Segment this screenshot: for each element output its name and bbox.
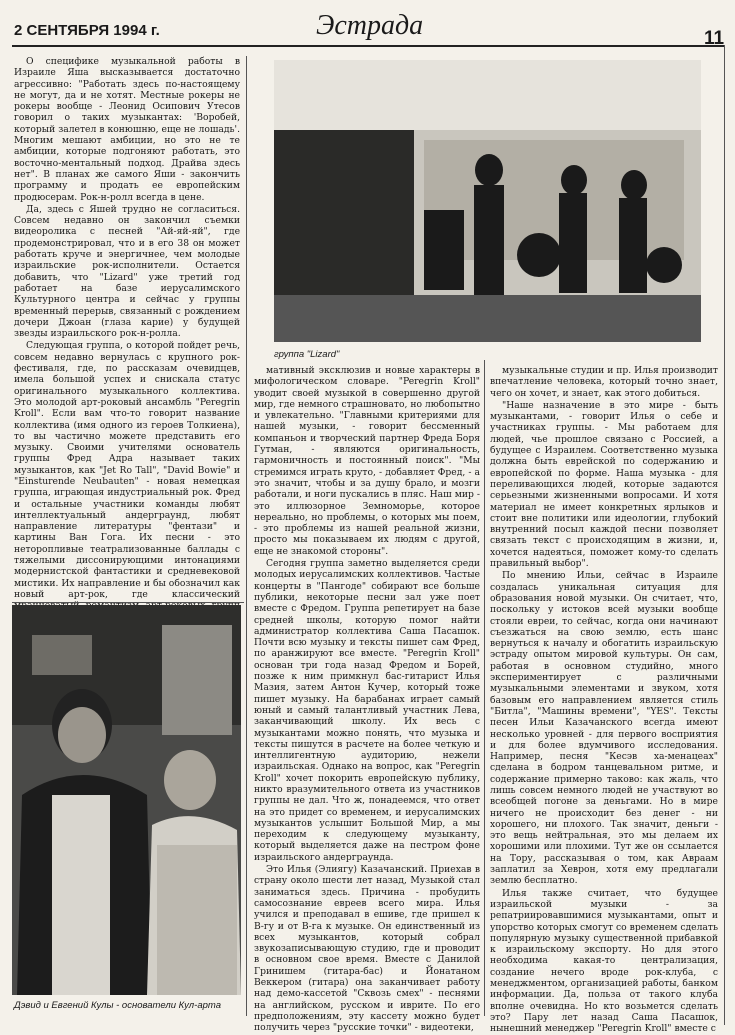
founders-photo [12,605,241,995]
band-photo-caption: группа "Lizard" [274,349,340,360]
paragraph: Сегодня группа заметно выделяется среди молодых иерусалимских коллективов. Частые концерты в "Пангоде" собирают все больше публики, некоторые песни зал уже поет вместе с Фредом. Группа репетирует на базе средней школы, которую помог найти администратор коллектива Саша Пасашок. Почти всю музыку и тексты пишет сам Фред, по аранжируют все вместе. "Peregrin Kroll" основан три года назад Фредом и Борей, позже к ним примкнул бас-гитарист Илья Мазия, затем Антон Кучер, который тоже пишет музыку. На барабанах играет самый юный и самый талантливый участник Лева, заканчивающий школу. Их весь с музыкантами можно понять, что музыка и тексты пишутся в расчете на более четкую и интеллигентную аудиторию, нежели израильская. Однако на вопрос, как "Peregrin Kroll" хочет покорить европейскую публику, никто вразумительного ответа из участников группы не дал. Что ж, понадеемся, что ответ на это придет со временем, и иерусалимских музыкантов услышит Большой Мир, а мы переходим к следующему музыканту, который выделяется даже на пестром фоне израильского андерграунда. [254,558,480,863]
column-divider [484,360,485,1016]
paragraph: мативный эксклюзив и новые характеры в мифологическом словаре. "Peregrin Kroll" уводит своей музыкой в совершенно другой мир, где немного страшновато, но любопытно и увлекательно. "Главными критериями для нашей музыки, - говорит бессменный компаньон и творческий партнер Фреда Боря Гутман, - являются оригинальность, гармоничность и постоянный поиск". "Мы стремимся играть круто, - добавляет Фред, - а это значит, чтобы и за душу брало, и мозги работали, и ноги пускались в пляс. Наш мир - это иллюзорное Земноморье, которое нереально, но проблемы, о которых мы поем, - это проблемы из нашей реальной жизни, просто мы показываем их людям с другой, еще не знакомой стороны". [254,365,480,557]
column-divider [246,56,247,1016]
photo-divider [12,602,244,603]
paragraph: музыкальные студии и пр. Илья производит впечатление человека, который точно знает, чего он хочет, и знает, как этого добиться. [490,365,718,399]
paragraph: Да, здесь с Яшей трудно не согласиться. Совсем недавно он закончил съемки видеоролика с песней "Ай-яй-яй", где продемонстрировал, что и в его 38 он может работать круче и энергичнее, чем молодые израильские рок-исполнители. Остается добавить, что "Lizard" уже третий год работает на базе иерусалимского Культурного центра и сейчас у группы временный перерыв, связанный с рождением дочери Джоан (глаза карие) у будущей звезды израильского рок-н-ролла. [14,203,240,340]
paragraph: Это Илья (Элиягу) Казачанский. Приехав в страну около шести лет назад, Музыкой стал заниматься здесь. Причина - пробудить самосознание евреев всего мира. Илья учился и преподавал в ешиве, где пришел к В-гу и от В-га к музыке. Он единственный из всех музыкантов, который собрал звукозаписывающую студию, где и проводит в основном свое время. Вместе с Данилой Гринишем (гитара-бас) и Йонатаном Веккером (гитара) она заканчивает работу над демо-кассетой "Сквозь смех" - песнями на английском, русском и иврите. По его предположениям, эту кассету можно будет получить через "русские точки" - видеотеки, [254,864,480,1034]
band-photo-image [274,60,701,342]
article-column-2 [254,365,480,1034]
paragraph: Следующая группа, о которой пойдет речь, совсем недавно вернулась с крупного рок-фестиваля, где, по рассказам очевидцев, имела большой успех и снискала статус оригинального музыкального коллектива. Это молодой арт-роковый ансамбль "Peregrin Kroll". Если вам что-то говорит название коллектива (имя одного из героев Толкиена), то вы частично можете представить его музыку. Своими учителями основатель группы Фред Адра называет таких музыкантов, как "Jet Ro Tall", "David Bowie" и "Einsturende Neubauten" - новая немецкая группа, играющая индустриальный рок. Фред и остальные участники команды любят интеллектуальный андерграунд, любят направление литературы "фентази" и картины Ван Гога. Их песни - это неторопливые театрализованные баллады с тяжелыми диссонирующими интонациями модернистской фантастики и средневековой мистики. Их направление и бы обозначил как новый арт-рок, где классический [14,340,240,600]
founders-photo-caption: Дэвид и Евгений Кулы - основатели Кул-арта [14,1000,221,1011]
band-photo [274,60,701,342]
article-column-3 [490,365,718,1035]
header-rule [12,45,724,47]
article-column-1 [14,56,240,600]
founders-photo-image [12,605,241,995]
paragraph: По мнению Ильи, сейчас в Израиле создалась уникальная ситуация для образования новой музыки. Он считает, что, поскольку у истоков всей музыки вообще стояли евреи, то сейчас, когда они начинают съезжаться на свою землю, есть шанс вернуться к началу и обогатить израильскую эстраду опытом мировой культуры. Он сам, работая в основном студийно, много экспериментирует с различными музыкальными элементами и звуком, хотя базовым его направлением является стиль "Битла", "Машины времени", "YES". Тексты песен Ильи Казачанского всегда имеют несколько уровней - для первого восприятия и для более вдумчивого исследования. Например, песня "Кесэв ха-менацеах" сделана в бодром танцевальном ритме, и содержание примерно таково: как жаль, что лишь совсем немного людей не участвуют во всеобщей погоне за деньгами. Но в мире ничего не происходит без денег - ни хорошего, ни плохого. Так значит, деньги - это вещь нейтральная, это мы делаем их хорошими или плохими. Тут же он ссылается на Тору, рассказывая о том, как Авраам заплатил за Хеврон, хотя ему предлагали землю бесплатно. [490,570,718,887]
issue-date: 2 СЕНТЯБРЯ 1994 г. [14,22,160,39]
page-number: 11 [704,28,725,49]
paragraph: О специфике музыкальной работы в Израиле Яша высказывается достаточно агрессивно: "Работать здесь по-настоящему не могут, да и не хотят. Местные рокеры не рокеры вообще - Леонид Осипович Утесов говорил о таких музыкантах: 'Воробей, который залетел в конюшню, еще не лошадь'. Многим мешают амбиции, но это не те амбиции, которые подгоняют работать, это восточно-ментальный подход. Драйва здесь нет". В планах же самого Яши - закончить программу и продать ее европейским продюсерам. Рок-н-ролл всегда в цене. [14,56,240,203]
section-rubric: Эстрада [316,10,424,41]
page-edge-rule [724,45,725,1025]
paragraph: Илья также считает, что будущее израильской музыки - за репатриировавшимися музыкантами, опыт и упорство которых смогут со временем сделать популярную музыку существенной прибавкой к израильскому экспорту. Но для этого необходима какая-то централизация, создание нечего вроде рок-клуба, с менеджментом, организацией работы, банком информации. Да, польза от такого клуба вполне очевидна. Но кто возьмется сделать это? Пару лет назад Саша Пасашок, нынешний менеджер "Peregrin Kroll" вместе с [490,887,718,1035]
paragraph: "Наше назначение в это мире - быть музыкантами, - говорит Илья о себе и участниках группы. - Мы работаем для людей, чье прошлое связано с Россией, а будущее с Израилем. Соответственно музыка должна быть еврейской по содержанию и европейской по форме. Наша музыка - для переливающихся людей, которые задаются серьезными жизненными вопросами. И хотя материал не имеет конкретных ярлыков и стоит вне политики или идеологии, глубокий внутренний посыл каждой песни позволяет связать текст с происходящим в жизни, и, хочется надеяться, поможет кому-то сделать правильный выбор". [490,399,718,570]
